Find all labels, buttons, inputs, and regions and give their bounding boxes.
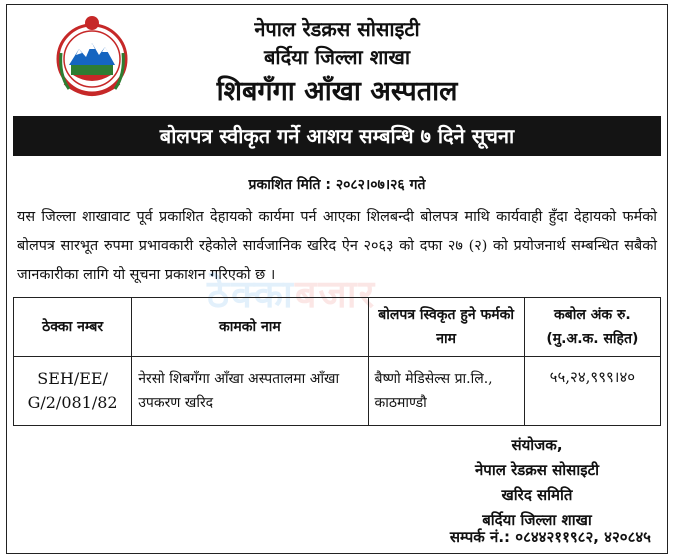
published-date <box>7 175 667 194</box>
work-name-cell: नेरसो शिबगँगा आँखा अस्पतालमा आँखा उपकरण खरिद <box>132 357 368 426</box>
bid-amount-cell: ५५,२४,९९९।४० <box>524 357 660 426</box>
org-name: नेपाल रेडक्रस सोसाइटी <box>254 17 420 41</box>
firm-name-cell: बैष्णो मेडिसेल्स प्रा.लि., काठमाण्डौ <box>368 357 524 426</box>
column-header-firm-name: बोलपत्र स्विकृत हुने फर्मको नाम <box>368 298 524 357</box>
contact-numbers: ०८४४२११९८२, ४२०८४५ <box>515 528 651 546</box>
signature-org: नेपाल रेडक्रस सोसाइटी <box>474 461 600 479</box>
table-row <box>14 357 661 426</box>
published-date-value: २०८२।०७।२६ गते <box>335 177 426 193</box>
signature-block <box>417 433 657 533</box>
tender-table <box>13 297 661 426</box>
notice-body: यस जिल्ला शाखावाट पूर्व प्रकाशित देहायको कार्यमा पर्न आएका शिलबन्दी बोलपत्र माथि कार्यवाही हुँदा देहायको फर्मको बोलपत्र सारभूत रुपमा प्रभावकारी रहेकोले सार्वजानिक खरिद ऐन २०६३ को दफा २७ (२) को प्रयोजनार्थ सम्बन्धित सबैको जानकारीका लागि यो सूचना प्रकाशन गरिएको छ । <box>17 209 657 283</box>
table-header-row <box>14 298 661 357</box>
column-header-work-name: कामको नाम <box>132 298 368 357</box>
signature-committee: खरिद समिति <box>501 486 573 504</box>
contact-info <box>450 527 651 547</box>
watermark-part-2: बजार <box>294 272 377 316</box>
notice-frame <box>6 4 668 554</box>
district-branch: बर्दिया जिल्ला शाखा <box>263 45 411 69</box>
hospital-name: शिबगँगा आँखा अस्पताल <box>216 76 458 107</box>
notice-title-banner: बोलपत्र स्वीकृत गर्ने आशय सम्बन्धि ७ दिने सूचना <box>13 116 661 156</box>
column-header-contract-no: ठेक्का नम्बर <box>14 298 132 357</box>
signature-title: संयोजक, <box>511 436 563 454</box>
watermark-part-1: ठेक्का <box>207 272 295 316</box>
contract-no-cell: SEH/EE/ G/2/081/82 <box>14 357 132 426</box>
published-date-label: प्रकाशित मिति : <box>248 177 331 193</box>
notice-header <box>7 5 667 115</box>
column-header-bid-amount: कबोल अंक रु. (मु.अ.क. सहित) <box>524 298 660 357</box>
signature-branch: बर्दिया जिल्ला शाखा <box>482 511 592 529</box>
contact-label: सम्पर्क नं.: <box>449 528 511 546</box>
